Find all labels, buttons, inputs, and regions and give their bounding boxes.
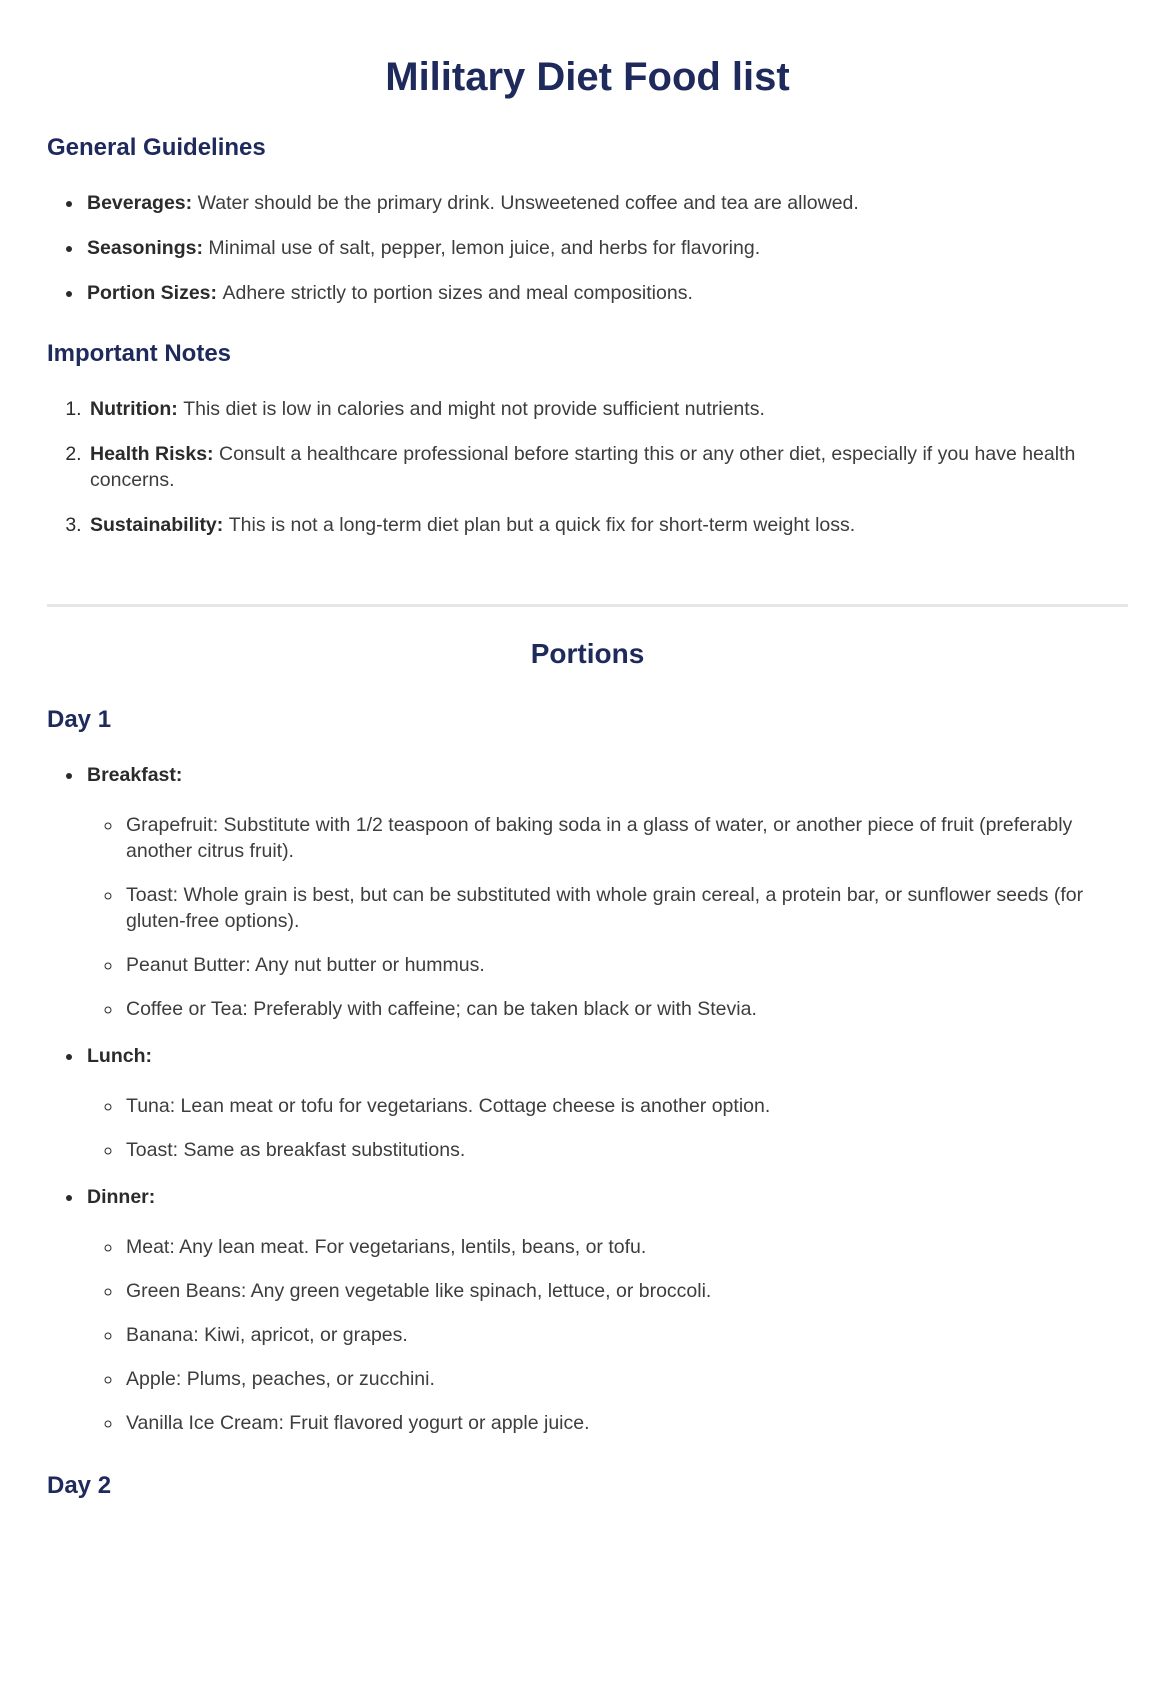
day1-heading: Day 1 — [47, 706, 112, 734]
note-item — [87, 441, 1128, 493]
meal-label: Dinner: — [87, 1185, 156, 1208]
general-guidelines-list — [47, 190, 1128, 306]
meal-item-lunch — [84, 1043, 1128, 1163]
document-page — [0, 54, 1176, 1561]
note-item — [87, 396, 1128, 422]
day2-heading: Day 2 — [47, 1471, 112, 1499]
section-divider — [47, 604, 1128, 607]
food-item: ◦ Tuna: Lean meat or tofu for vegetarians. Cottage cheese is another option. — [123, 1093, 1128, 1119]
guideline-text: Adhere strictly to portion sizes and meal compositions. — [222, 281, 693, 304]
food-item: ◦ Apple: Plums, peaches, or zucchini. — [123, 1366, 1128, 1392]
important-notes-list — [47, 396, 1128, 538]
guideline-item — [84, 280, 1128, 306]
note-text: This is not a long-term diet plan but a quick fix for short-term weight loss. — [228, 513, 856, 536]
general-guidelines-heading: General Guidelines — [47, 134, 266, 161]
guideline-item — [84, 190, 1128, 216]
day1-meal-list — [47, 762, 1128, 1436]
important-notes-heading: Important Notes — [47, 339, 232, 367]
guideline-text: Water should be the primary drink. Unsweetened coffee and tea are allowed. — [197, 191, 859, 214]
note-item — [87, 512, 1128, 538]
note-text: Consult a healthcare professional before starting this or any other diet, especially if you have health concerns. — [90, 442, 1076, 491]
portions-heading: Portions — [530, 637, 645, 669]
dinner-food-list — [87, 1234, 1128, 1436]
guideline-label: Seasonings: — [87, 236, 203, 259]
lunch-food-list — [87, 1093, 1128, 1163]
note-label: Nutrition: — [90, 397, 178, 420]
food-item: ◦ Toast: Same as breakfast substitutions. — [123, 1137, 1128, 1163]
food-item: ◦ Coffee or Tea: Preferably with caffeine; can be taken black or with Stevia. — [123, 996, 1128, 1022]
breakfast-food-list — [87, 812, 1128, 1022]
meal-label: Breakfast: — [87, 763, 183, 786]
guideline-label: Portion Sizes: — [87, 281, 218, 304]
food-item: ◦ Meat: Any lean meat. For vegetarians, lentils, beans, or tofu. — [123, 1234, 1128, 1260]
page-title: Military Diet Food list — [385, 55, 790, 99]
meal-item-breakfast — [84, 762, 1128, 1022]
guideline-text: Minimal use of salt, pepper, lemon juice, and herbs for flavoring. — [208, 236, 761, 259]
note-label: Health Risks: — [90, 442, 214, 465]
food-item: ◦ Grapefruit: Substitute with 1/2 teaspoon of baking soda in a glass of water, or another piece of fruit (preferably another citrus fruit). — [123, 812, 1128, 864]
guideline-item — [84, 235, 1128, 261]
guideline-label: Beverages: — [87, 191, 193, 214]
food-item: ◦ Green Beans: Any green vegetable like spinach, lettuce, or broccoli. — [123, 1278, 1128, 1304]
note-text: This diet is low in calories and might not provide sufficient nutrients. — [183, 397, 765, 420]
food-item: ◦ Toast: Whole grain is best, but can be substituted with whole grain cereal, a protein bar, or sunflower seeds (for gluten-free options). — [123, 882, 1128, 934]
note-label: Sustainability: — [90, 513, 224, 536]
meal-item-dinner — [84, 1184, 1128, 1436]
food-item: ◦ Peanut Butter: Any nut butter or hummus. — [123, 952, 1128, 978]
food-item: ◦ Vanilla Ice Cream: Fruit flavored yogurt or apple juice. — [123, 1410, 1128, 1436]
meal-label: Lunch: — [87, 1044, 152, 1067]
food-item: ◦ Banana: Kiwi, apricot, or grapes. — [123, 1322, 1128, 1348]
